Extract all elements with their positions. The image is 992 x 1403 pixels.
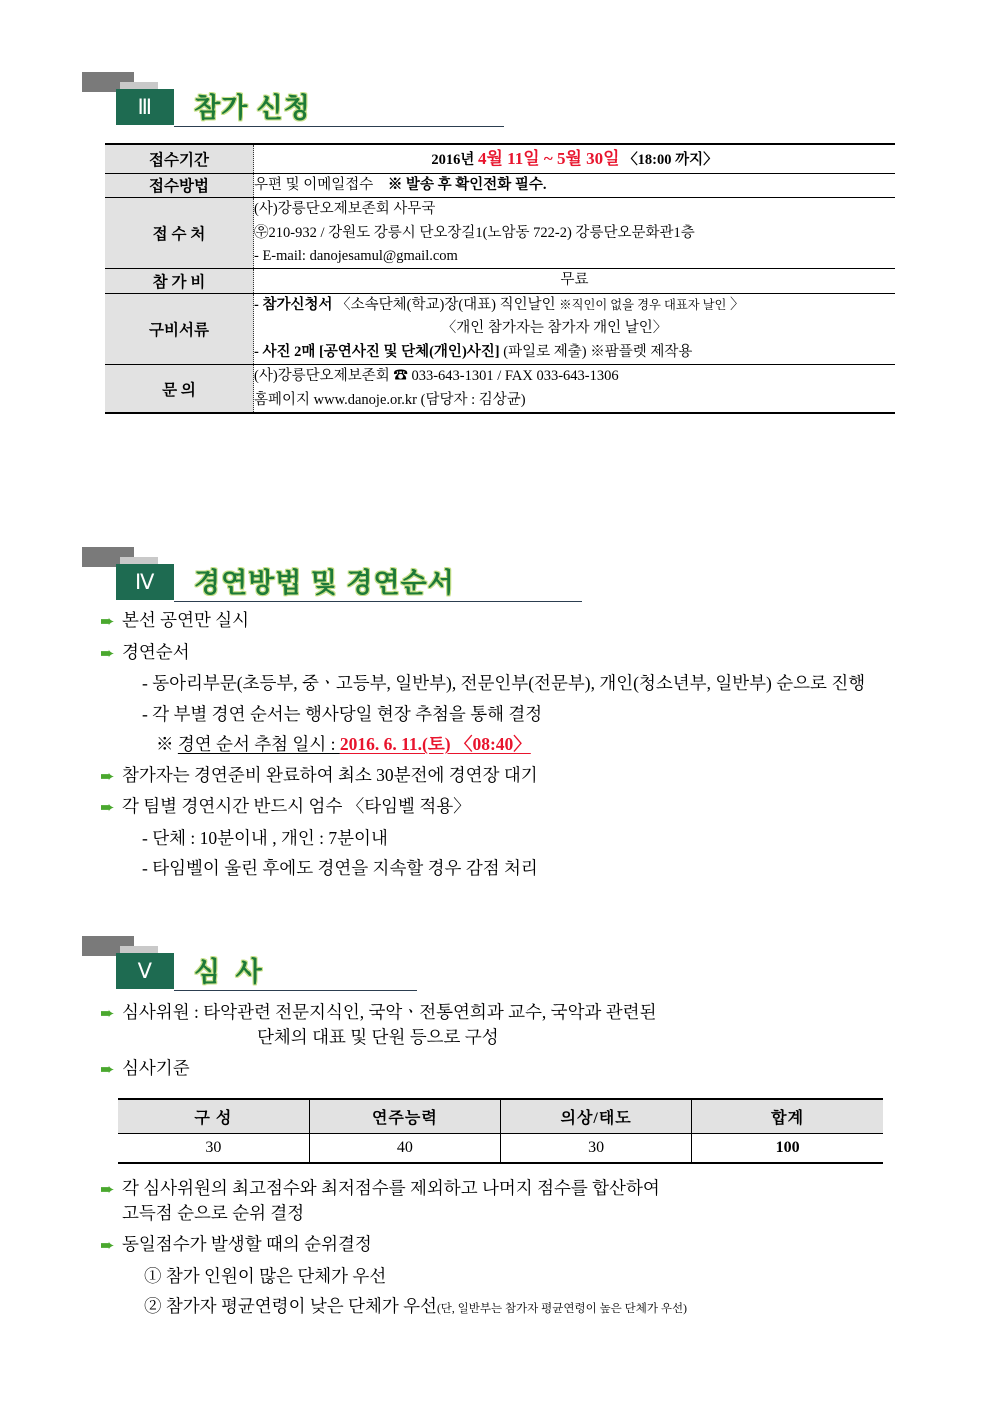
doc-3-bold: - 사진 2매 [공연사진 및 단체(개인)사진] xyxy=(254,343,500,360)
draw-date-label: 경연 순서 추첨 일시 : xyxy=(177,734,340,754)
doc-1-note: ※직인이 없을 경우 대표자 날인 xyxy=(559,297,727,312)
arrow-bullet-icon: ➨ xyxy=(100,1235,115,1255)
doc-line-2: 〈개인 참가자는 참가자 개인 날인〉 xyxy=(441,320,668,337)
method-text: 우편 및 이메일접수 xyxy=(254,176,374,193)
tiebreak-label: 동일점수가 발생할 때의 순위결정 xyxy=(122,1234,372,1254)
section-numeral-badge: Ⅳ xyxy=(116,564,174,600)
row-value xyxy=(254,365,896,413)
section-header-4 xyxy=(82,547,912,609)
tiebreak-rule-1: ① 참가 인원이 많은 단체가 우선 xyxy=(144,1265,387,1286)
table-row xyxy=(105,269,895,293)
table-row xyxy=(105,144,895,173)
draw-date-value: 2016. 6. 11.(토) 〈08:40〉 xyxy=(339,734,531,754)
score-header-3: 합계 xyxy=(692,1099,883,1134)
ranking-rule-line-2: 고득점 순으로 순위 결정 xyxy=(122,1202,305,1223)
row-label: 문 의 xyxy=(105,365,254,413)
doc-1-bold: - 참가신청서 xyxy=(254,296,333,313)
judging-list-bottom xyxy=(100,1176,915,1325)
score-header-0: 구 성 xyxy=(118,1099,309,1134)
arrow-bullet-icon: ➨ xyxy=(100,1003,115,1023)
list-item xyxy=(100,1056,915,1081)
score-value-1: 40 xyxy=(309,1134,500,1164)
section-underline xyxy=(174,126,504,127)
arrow-bullet-icon: ➨ xyxy=(100,1059,115,1079)
list-item xyxy=(100,1176,915,1225)
row-label: 접 수 처 xyxy=(105,198,254,269)
arrow-bullet-icon: ➨ xyxy=(100,1179,115,1199)
list-item xyxy=(100,1232,915,1257)
list-item xyxy=(100,608,910,633)
doc-3-rest: (파일로 제출) xyxy=(499,343,591,360)
doc-1-end: 〉 xyxy=(726,296,745,313)
doc-1-rest: 〈소속단체(학교)장(대표) 직인날인 xyxy=(332,296,560,313)
judging-criteria-label: 심사기준 xyxy=(122,1058,190,1078)
tiebreak-rule-2 xyxy=(144,1294,915,1319)
contact-phone: (사)강릉단오제보존회 ☎ 033-643-1301 / FAX 033-643-1306 xyxy=(254,368,619,385)
application-info-table xyxy=(105,143,895,414)
score-value-2: 30 xyxy=(501,1134,692,1164)
competition-item-2-sub-3 xyxy=(156,732,910,757)
section-numeral-badge: Ⅲ xyxy=(116,89,174,125)
doc-3-note: ※팜플렛 제작용 xyxy=(590,343,693,360)
period-deadline: 〈18:00 까지〉 xyxy=(619,152,718,168)
row-label: 구비서류 xyxy=(105,293,254,364)
competition-item-2-sub-1: - 동아리부문(초등부, 중ㆍ고등부, 일반부), 전문인부(전문부), 개인(청소년부, 일반부) 순으로 진행 xyxy=(142,673,866,693)
section-header-3 xyxy=(82,72,912,134)
section-underline xyxy=(174,990,417,991)
arrow-bullet-icon: ➨ xyxy=(100,765,115,786)
competition-item-2-sub-2: - 각 부별 경연 순서는 행사당일 현장 추첨을 통해 결정 xyxy=(142,703,543,724)
judging-list-top xyxy=(100,1000,915,1088)
table-row xyxy=(105,173,895,197)
list-item xyxy=(100,1000,915,1049)
competition-item-2: 경연순서 xyxy=(122,641,190,662)
ranking-rule xyxy=(122,1176,915,1225)
competition-item-4: 각 팀별 경연시간 반드시 엄수 〈타임벨 적용〉 xyxy=(122,796,471,816)
competition-item-1: 본선 공연만 실시 xyxy=(122,610,250,630)
ranking-rule-line-1: 각 심사위원의 최고점수와 최저점수를 제외하고 나머지 점수를 합산하여 xyxy=(122,1178,660,1198)
office-name: (사)강릉단오제보존회 사무국 xyxy=(254,201,436,218)
section-title: 심 사 xyxy=(194,957,266,987)
doc-line-1 xyxy=(254,294,895,317)
section-numeral-badge: Ⅴ xyxy=(116,953,174,989)
contact-homepage: 홈페이지 www.danoje.or.kr (담당자 : 김상균) xyxy=(254,391,526,408)
arrow-bullet-icon: ➨ xyxy=(100,642,115,663)
tiebreak-rule-2-note: (단, 일반부는 참가자 평균연령이 높은 단체가 우선) xyxy=(436,1303,687,1315)
score-value-0: 30 xyxy=(118,1134,309,1164)
row-value xyxy=(254,144,896,173)
competition-item-4-sub-2: - 타임벨이 울린 후에도 경연을 지속할 경우 감점 처리 xyxy=(142,858,538,878)
row-value: 무료 xyxy=(560,272,589,289)
arrow-bullet-icon: ➨ xyxy=(100,797,115,817)
arrow-bullet-icon: ➨ xyxy=(100,611,115,631)
section-header-5 xyxy=(82,936,912,998)
judge-panel-line-2: 단체의 대표 및 단원 등으로 구성 xyxy=(257,1026,499,1047)
judge-panel xyxy=(122,1000,915,1049)
table-row xyxy=(118,1134,883,1164)
table-row xyxy=(105,365,895,413)
section-title: 경연방법 및 경연순서 xyxy=(194,568,455,598)
office-email: - E-mail: danojesamul@gmail.com xyxy=(254,247,458,264)
list-item xyxy=(100,794,910,819)
row-value xyxy=(254,173,896,197)
row-value xyxy=(254,198,896,269)
section-title: 참가 신청 xyxy=(194,93,311,123)
table-row xyxy=(105,293,895,364)
row-value xyxy=(254,293,896,364)
score-header-1: 연주능력 xyxy=(309,1099,500,1134)
table-header-row xyxy=(118,1099,883,1134)
doc-line-3 xyxy=(254,341,895,364)
list-item xyxy=(100,763,910,788)
list-item xyxy=(100,640,910,665)
tiebreak-rule-2-main: ② 참가자 평균연령이 낮은 단체가 우선 xyxy=(144,1296,437,1316)
score-header-2: 의상/태도 xyxy=(501,1099,692,1134)
competition-item-3: 참가자는 경연준비 완료하여 최소 30분전에 경연장 대기 xyxy=(122,764,538,785)
competition-item-4-sub-1: - 단체 : 10분이내 , 개인 : 7분이내 xyxy=(142,827,388,848)
competition-list xyxy=(100,608,910,887)
section-underline xyxy=(174,601,582,602)
score-value-3: 100 xyxy=(692,1134,883,1164)
method-note: ※ 발송 후 확인전화 필수. xyxy=(387,176,547,193)
period-range: 4월 11일 ~ 5월 30일 xyxy=(477,149,620,168)
judge-panel-line-1: 심사위원 : 타악관련 전문지식인, 국악ㆍ전통연희과 교수, 국악과 관련된 xyxy=(122,1002,657,1022)
reference-mark: ※ xyxy=(156,734,178,754)
office-address: ㉾210-932 / 강원도 강릉시 단오장길1(노암동 722-2) 강릉단오문화관1층 xyxy=(254,224,695,241)
scoring-criteria-table xyxy=(118,1098,883,1164)
row-label: 접수방법 xyxy=(105,173,254,197)
row-label: 참 가 비 xyxy=(105,269,254,293)
period-year: 2016년 xyxy=(431,152,478,168)
table-row xyxy=(105,198,895,269)
row-label: 접수기간 xyxy=(105,144,254,173)
